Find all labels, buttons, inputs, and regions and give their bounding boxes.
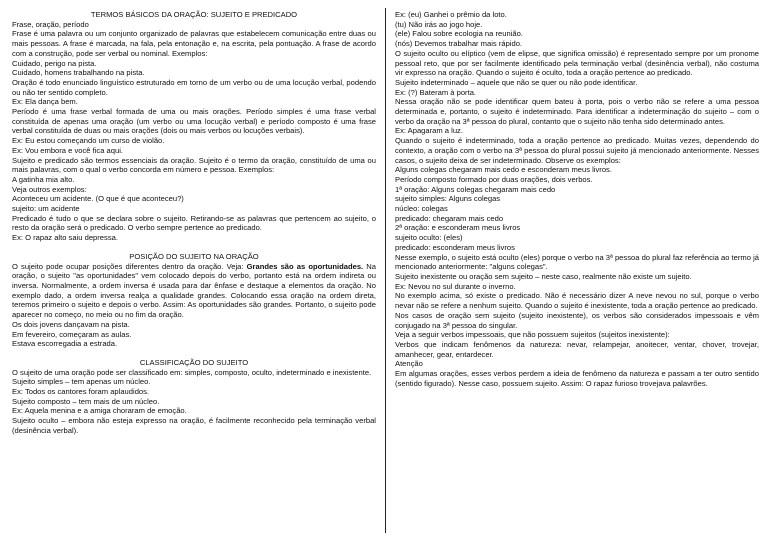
example-line: Ex: Vou embora e você fica aqui. (12, 145, 124, 155)
paragraph-position (12, 262, 376, 320)
section-title-basic-terms: TERMOS BÁSICOS DA ORAÇÃO: SUJEITO E PREDICADO (90, 10, 298, 19)
bold-example: Grandes são as oportunidades. (246, 261, 364, 271)
example-line: Ex: Ela dança bem. (12, 97, 78, 107)
paragraph: Quando o sujeito é indeterminado, toda a oração pertence ao predicado. Muitas vezes, dependendo do contexto, a oração com o verbo na 3ª pessoa do plural possui sujeito já mencionado anteriormente. Nesses casos, o sujeito deixa de ser indeterminado. Observe os exemplos: (395, 136, 759, 165)
example-line: (tu) Não irás ao jogo hoje. (395, 19, 483, 29)
example-line: Alguns colegas chegaram mais cedo e esconderam meus livros. (395, 165, 612, 175)
example-line: (ele) Falou sobre ecologia na reunião. (395, 29, 523, 39)
paragraph: Nessa oração não se pode identificar quem bateu à porta, pois o verbo não se refere a uma pessoa determinada e, portanto, o sujeito é indeterminado. Para identificar a indeterminação do sujeito – com o verbo da oração na 3ª pessoa do plural, contanto que o sujeito não tenha sido determinado antes. (395, 97, 759, 126)
paragraph: Período é uma frase verbal formada de uma ou mais orações. Período simples é uma frase verbal constituída de apenas uma oração (um verbo ou uma locução verbal) e período composto é uma frase verbal constituída de duas ou mais orações (dois ou mais verbos ou locuções verbais). (12, 107, 376, 136)
example-line: predicado: esconderam meus livros (395, 242, 515, 252)
example-line: Os dois jovens dançavam na pista. (12, 319, 130, 329)
example-line: Sujeito simples – tem apenas um núcleo. (12, 377, 151, 387)
paragraph: Predicado é tudo o que se declara sobre o sujeito. Retirando-se as palavras que pertencem ao sujeito, o resto da oração será o predicado. O verbo sempre pertence ao predicado. (12, 213, 376, 233)
text-span: Na oração, o sujeito "as oportunidades" vem colocado depois do verbo, portanto está na ordem indireta ou inversa. Normalmente, a ordem inversa é usada para dar ênfase e destaque a elementos da oração. No exemplo dado, a ordem inversa realça a qualidade grandes. Colocando essa oração na ordem direta, teremos primeiro o sujeito e depois o verbo. Assim: As oportunidades são grandes. Portanto, o sujeito pode aparecer no começo, no meio ou no fim da oração. (12, 261, 376, 320)
example-line: Em fevereiro, começaram as aulas. (12, 329, 132, 339)
right-column (395, 10, 759, 388)
paragraph: Nesse exemplo, o sujeito está oculto (eles) porque o verbo na 3ª pessoa do plural faz referência ao termo já mencionado anteriormente: "alguns colegas". (395, 252, 759, 272)
definition-line: Sujeito indeterminado – aquele que não se quer ou não pode identificar. (395, 77, 638, 87)
definition-line: Veja a seguir verbos impessoais, que não possuem sujeitos (sujeitos inexistente): (395, 330, 670, 340)
example-line: Ex: Eu estou começando um curso de violão. (12, 136, 165, 146)
section-title-classification: CLASSIFICAÇÃO DO SUJEITO (139, 357, 249, 367)
paragraph: Oração é todo enunciado linguístico estruturado em torno de um verbo ou de uma locução verbal, podendo ou não ter sentido completo. (12, 77, 376, 97)
example-line: Sujeito composto – tem mais de um núcleo. (12, 396, 160, 406)
paragraph: No exemplo acima, só existe o predicado. Não é necessário dizer A neve nevou no sul, porque o verbo nevar não se refere a nenhum sujeito. Quando o sujeito é inexistente, toda a oração pertence ao predicado. (395, 291, 759, 311)
subheading-frase: Frase, oração, período (12, 19, 89, 29)
example-line: Cuidado, perigo na pista. (12, 58, 97, 68)
example-line: Ex: Todos os cantores foram aplaudidos. (12, 387, 150, 397)
example-line: sujeito: um acidente (12, 204, 80, 214)
example-line: 1ª oração: Alguns colegas chegaram mais cedo (395, 184, 556, 194)
paragraph: Frase é uma palavra ou um conjunto organizado de palavras que estabelecem comunicação entre duas ou mais pessoas. A frase é marcada, na fala, pela entonação e, na escrita, pela pontuação. A frase de acordo com a construção, pode ser verbal ou nominal. Exemplos: (12, 29, 376, 58)
example-line: Período composto formado por duas orações, dois verbos. (395, 174, 593, 184)
example-line: Ex: O rapaz alto saiu depressa. (12, 233, 118, 243)
example-line: Ex: Apagaram a luz. (395, 126, 463, 136)
example-line: sujeito simples: Alguns colegas (395, 194, 501, 204)
section-title-subject-position: POSIÇÃO DO SUJEITO NA ORAÇÃO (129, 251, 259, 261)
paragraph: Sujeito e predicado são termos essenciais da oração. Sujeito é o termo da oração, constituído de uma ou mais palavras, com o qual o verbo concorda em número e pessoa. Exemplos: (12, 155, 376, 175)
example-line: Aconteceu um acidente. (O que é que aconteceu?) (12, 194, 184, 204)
example-line: Ex: (eu) Ganhei o prêmio da loto. (395, 10, 507, 19)
text-span: O sujeito pode ocupar posições diferentes dentro da oração. Veja: (12, 261, 247, 271)
subheading-atencao: Atenção (395, 359, 423, 369)
example-line: Cuidado, homens trabalhando na pista. (12, 68, 145, 78)
paragraph: Nos casos de oração sem sujeito (sujeito inexistente), os verbos são considerados impessoais e vêm conjugado na 3ª pessoa do singular. (395, 310, 759, 330)
definition-line: Sujeito inexistente ou oração sem sujeito – neste caso, realmente não existe um sujeito. (395, 271, 692, 281)
example-line: Ex: Aquela menina e a amiga choraram de emoção. (12, 406, 187, 416)
example-line: Ex: Nevou no sul durante o inverno. (395, 281, 516, 291)
example-line: (nós) Devemos trabalhar mais rápido. (395, 39, 523, 49)
example-line: Ex: (?) Bateram à porta. (395, 87, 477, 97)
left-column (12, 10, 376, 436)
example-line: Estava escorregadia a estrada. (12, 339, 118, 349)
example-line: predicado: chegaram mais cedo (395, 213, 504, 223)
paragraph: Verbos que indicam fenômenos da natureza: nevar, relampejar, anoitecer, ventar, chover, trovejar, amanhecer, gear, entardecer. (395, 339, 759, 359)
paragraph: Sujeito oculto – embora não esteja expresso na oração, é facilmente reconhecido pela terminação verbal (desinência verbal). (12, 416, 376, 435)
example-line: núcleo: colegas (395, 204, 448, 214)
example-line: sujeito oculto: (eles) (395, 233, 463, 243)
paragraph: O sujeito de uma oração pode ser classificado em: simples, composto, oculto, indeterminado e inexistente. (12, 367, 372, 377)
column-divider (385, 8, 386, 533)
example-line: Veja outros exemplos: (12, 184, 87, 194)
example-line: 2ª oração: e esconderam meus livros (395, 223, 521, 233)
paragraph: O sujeito oculto ou elíptico (vem de elipse, que significa omissão) é representado sempre por um pronome pessoal reto, que por ser facilmente identificado pela terminação verbal (desinência verbal), não costuma vir expresso na oração. Quando o sujeito é oculto, toda a oração pertence ao predicado. (395, 48, 759, 78)
example-line: A gatinha mia alto. (12, 174, 75, 184)
paragraph: Em algumas orações, esses verbos perdem a ideia de fenômeno da natureza e passam a ter outro sentido (sentido figurado). Nesse caso, possuem sujeito. Assim: O rapaz furioso trovejava palavrões. (395, 369, 759, 388)
